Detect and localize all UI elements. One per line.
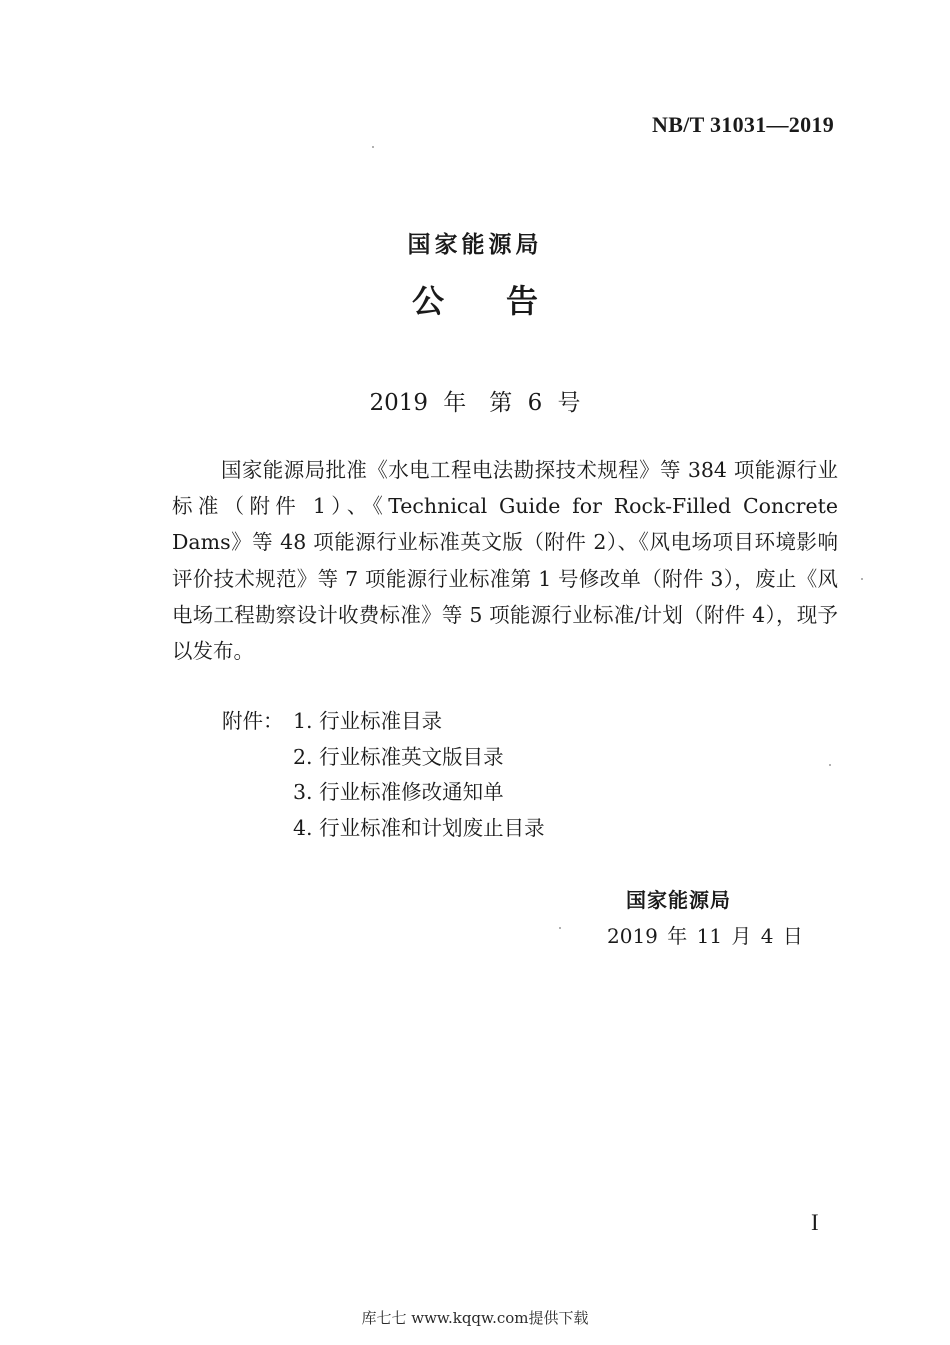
attachment-item xyxy=(222,740,545,776)
scan-speck xyxy=(829,764,831,766)
issuing-agency-heading: 国家能源局 xyxy=(407,232,543,258)
announcement-body: 国家能源局批准《水电工程电法勘探技术规程》等 384 项能源行业标准（附件 1）、《Technical Guide for Rock-Filled Concrete Dams》等 48 项能源行业标准英文版（附件 2）、《风电场项目环境影响评价技术规范》等 7 项能源行业标准第 1 号修改单（附件 3），废止《风电场工程勘察设计收费标准》等 5 项能源行业标准/计划（附件 4），现予以发布。 xyxy=(172,458,838,664)
attachment-item xyxy=(222,775,545,811)
issue-number: 2019 年 第 6 号 xyxy=(369,390,581,416)
page-number: I xyxy=(811,1210,819,1235)
scan-speck xyxy=(372,146,374,148)
attachment-item-text: 4. 行业标准和计划废止目录 xyxy=(293,815,545,840)
scan-speck xyxy=(861,578,863,580)
scan-speck xyxy=(559,927,561,929)
signature-date: 2019 年 11 月 4 日 xyxy=(607,924,803,948)
download-watermark: 库七七 www.kqqw.com提供下载 xyxy=(361,1309,589,1327)
attachment-item-text: 3. 行业标准修改通知单 xyxy=(293,780,504,804)
attachment-item-text: 1. 行业标准目录 xyxy=(293,709,443,733)
attachment-item-text: 2. 行业标准英文版目录 xyxy=(293,744,504,769)
attachments-list xyxy=(222,704,545,846)
attachments-label: 附件： xyxy=(222,709,284,733)
signature-agency: 国家能源局 xyxy=(626,888,731,912)
standard-number: NB/T 31031—2019 xyxy=(652,112,834,137)
attachment-item xyxy=(222,811,545,847)
attachment-item xyxy=(222,704,545,740)
announcement-title: 公告 xyxy=(411,282,600,320)
